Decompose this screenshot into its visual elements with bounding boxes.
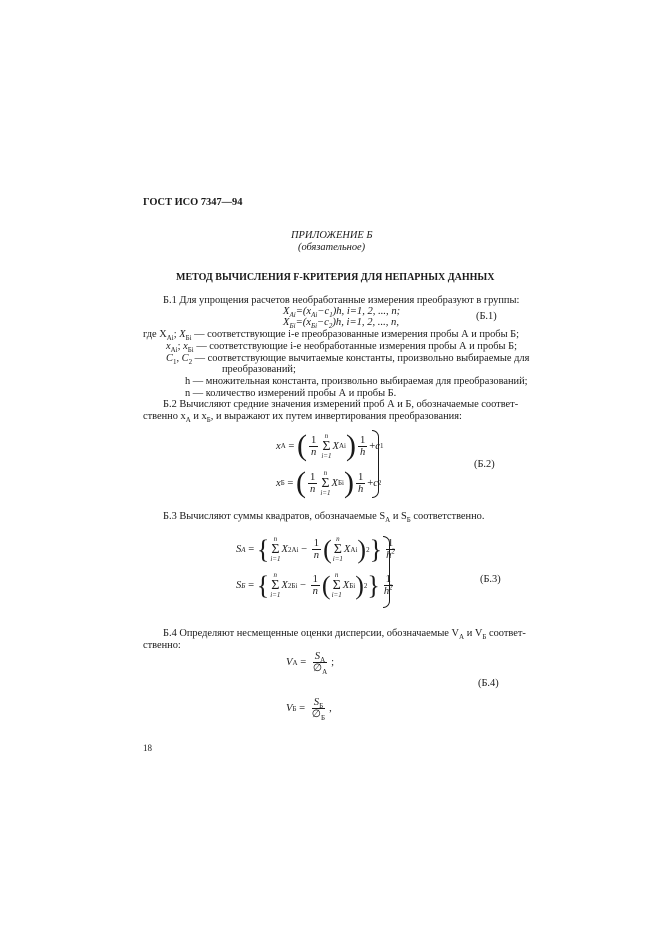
b2-line-1: Б.2 Вычисляют средние значения измерений проб А и Б, обозначаемые соответ- bbox=[163, 399, 519, 410]
b3-text-a: Б.3 Вычисляют суммы квадратов, обозначаемые S bbox=[163, 511, 386, 522]
b4-text-b: и V bbox=[464, 628, 483, 639]
b1-where-3: $C_1$, $C_2$ — соответствующие вычитаемые константы, произвольно выбираемые для bbox=[166, 353, 530, 367]
b1-eq2-minus: −c bbox=[317, 317, 329, 328]
where-1-text: — соответствующие i-е преобразованные измерения пробы А и пробы Б; bbox=[191, 329, 520, 340]
b2-text-b: и x bbox=[190, 411, 207, 422]
b3-text-c: соответственно. bbox=[410, 511, 485, 522]
b1-where-2: $x_{Аi}$; $x_{Бi}$ — соответствующие i-е необработанные измерения пробы А и пробы Б; bbox=[166, 341, 517, 355]
b4-text-c: соответ- bbox=[486, 628, 526, 639]
b3-line-1: Б.3 Вычисляют суммы квадратов, обозначаемые $S_А$ и $S_Б$ соответственно. bbox=[163, 511, 485, 525]
b3-formula-a: S A = { n Σ i=1 X 2 Аi − $\frac{1}{n}$ ( n Σ i=1 X Аi ) 2 } $\frac{1}{h^2}$ bbox=[236, 534, 395, 564]
b2-brace bbox=[372, 430, 379, 498]
where-2-text: — соответствующие i-е необработанные измерения пробы А и пробы Б; bbox=[193, 341, 517, 352]
b1-where-4: h — множительная константа, произвольно выбираемая для преобразований; bbox=[185, 376, 528, 387]
b1-eq1-minus: −c bbox=[317, 306, 330, 317]
b2-equation-number: (Б.2) bbox=[474, 459, 495, 470]
b1-eq2-end: )h, i=1, 2, ..., n, bbox=[332, 317, 399, 328]
b1-where-1: где $X_{Аi}$; $X_{Бi}$ — соответствующие i-е преобразованные измерения пробы А и пробы Б; bbox=[143, 329, 520, 343]
b3-text-b: и S bbox=[390, 511, 407, 522]
appendix-title: ПРИЛОЖЕНИЕ Б bbox=[291, 230, 373, 241]
b1-equation-1: $X_{Аi}=(x_{Аi}-c_1)h$, i=1, 2, ..., n; bbox=[283, 306, 401, 320]
b4-formula-b: V Б = $\frac{S_Б}{\emptyset_Б}$ , bbox=[286, 697, 332, 723]
b3-equation-number: (Б.3) bbox=[480, 574, 501, 585]
b2-formula-a: x А = ( $\frac{1}{n}$ n Σ i=1 X Аi ) $\frac{1}{h}$ + c 1 bbox=[276, 429, 384, 462]
b4-line-1: Б.4 Определяют несмещенные оценки дисперсии, обозначаемые $V_А$ и $V_Б$ соответ- bbox=[163, 628, 526, 642]
b4-line-2: ственно: bbox=[143, 640, 181, 651]
b2-text-c: , и выражают их путем инвертирования преобразования: bbox=[210, 411, 462, 422]
appendix-subtitle: (обязательное) bbox=[298, 242, 366, 253]
b2-formula-b: x Б = ( $\frac{1}{n}$ n Σ i=1 X Бi ) $\frac{1}{h}$ + c 2 bbox=[276, 466, 382, 499]
b1-eq1-end: )h, i=1, 2, ..., n; bbox=[332, 306, 401, 317]
where-3-text: — соответствующие вычитаемые константы, произвольно выбираемые для bbox=[192, 353, 530, 364]
b1-intro: Б.1 Для упрощения расчетов необработанные измерения преобразуют в группы: bbox=[163, 295, 520, 306]
b2-line-2: ственно $x_А$ и $x_Б$, и выражают их путем инвертирования преобразования: bbox=[143, 411, 462, 425]
b4-text-a: Б.4 Определяют несмещенные оценки дисперсии, обозначаемые V bbox=[163, 628, 460, 639]
b3-formula-b: S Б = { n Σ i=1 X 2 Бi − $\frac{1}{n}$ ( n Σ i=1 X Бi ) 2 } $\frac{1}{h^2}$ bbox=[236, 570, 393, 600]
b4-equation-number: (Б.4) bbox=[478, 678, 499, 689]
b1-where-5: n — количество измерений пробы А и пробы Б. bbox=[185, 388, 397, 399]
b1-where-3-cont: преобразований; bbox=[222, 364, 296, 375]
where-label: где X bbox=[143, 329, 167, 340]
page-number: 18 bbox=[143, 743, 152, 753]
section-heading: МЕТОД ВЫЧИСЛЕНИЯ F-КРИТЕРИЯ ДЛЯ НЕПАРНЫХ ДАННЫХ bbox=[176, 272, 495, 283]
b4-formula-a: V А = $\frac{S_А}{\emptyset_А}$ ; bbox=[286, 651, 335, 677]
b3-brace bbox=[383, 536, 390, 608]
document-id: ГОСТ ИСО 7347—94 bbox=[143, 197, 243, 208]
b1-equation-number: (Б.1) bbox=[476, 311, 497, 322]
b1-equation-2: $X_{Бi}=(x_{Бi}-c_2)h$, i=1, 2, ..., n, bbox=[283, 317, 399, 331]
b2-text-a: ственно x bbox=[143, 411, 186, 422]
